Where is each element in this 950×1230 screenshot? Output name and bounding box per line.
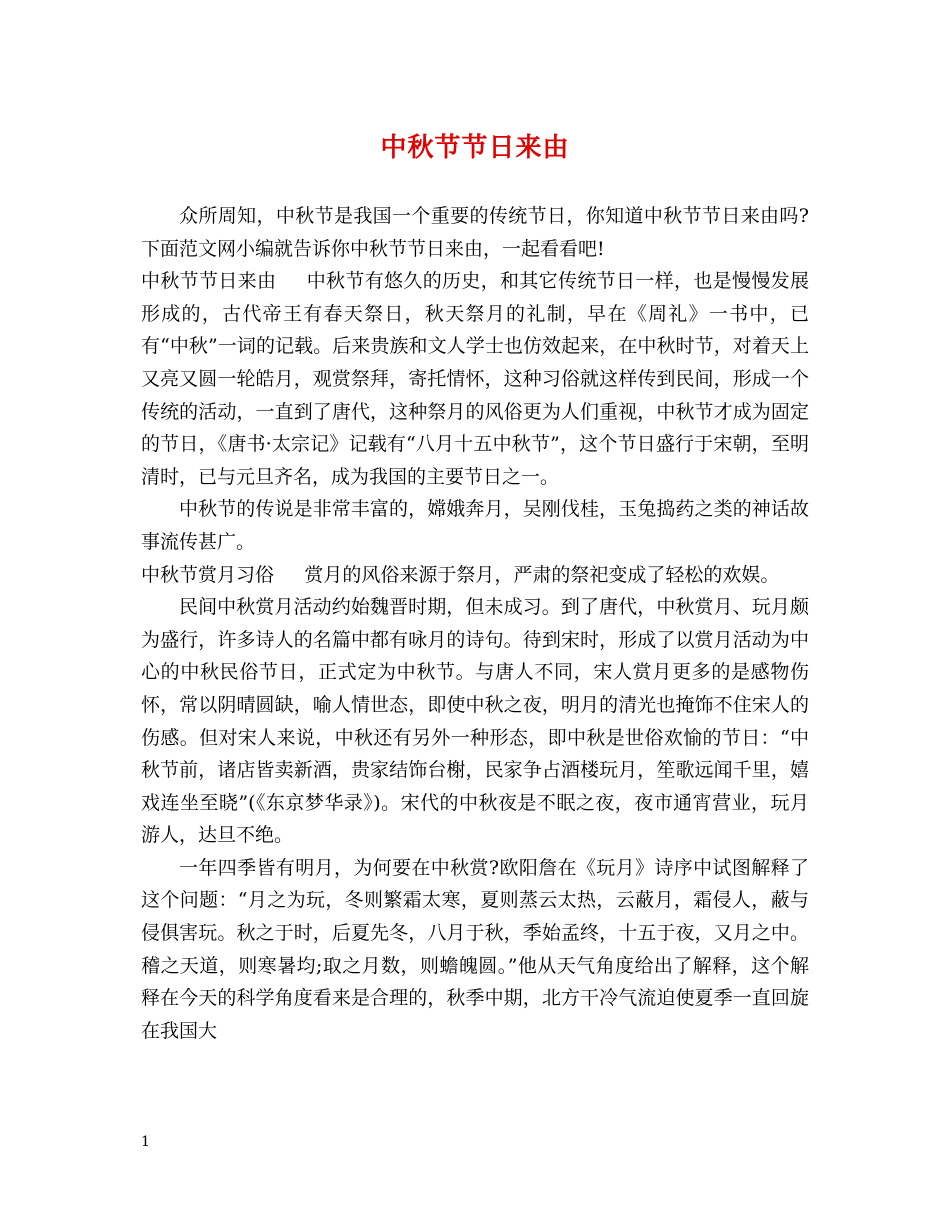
section-heading: 中秋节赏月习俗 [141,563,275,586]
paragraph-text: 赏月的风俗来源于祭月，严肃的祭祀变成了轻松的欢娱。 [304,563,780,586]
page-number: 1 [141,1134,150,1150]
paragraph: 众所周知，中秋节是我国一个重要的传统节日，你知道中秋节节日来由吗?下面范文网小编就告诉你中秋节节日来由，一起看看吧! [141,205,809,260]
paragraph [141,559,809,592]
document-body [141,200,809,1047]
section-heading: 中秋节节日来由 [141,270,277,293]
paragraph-text: 中秋节有悠久的历史，和其它传统节日一样，也是慢慢发展形成的，古代帝王有春天祭日，秋天祭月的礼制，早在《周礼》一书中，已有“中秋”一词的记载。后来贵族和文人学士也仿效起来，在中秋时节，对着天上又亮又圆一轮皓月，观赏祭拜，寄托情怀，这种习俗就这样传到民间，形成一个传统的活动，一直到了唐代，这种祭月的风俗更为人们重视，中秋节才成为固定的节日，《唐书·太宗记》记载有“八月十五中秋节”，这个节日盛行于宋朝，至明清时，已与元旦齐名，成为我国的主要节日之一。 [141,270,809,488]
paragraph [141,265,809,493]
paragraph: 中秋节的传说是非常丰富的，嫦娥奔月，吴刚伐桂，玉兔捣药之类的神话故事流传甚广。 [141,498,809,553]
paragraph: 一年四季皆有明月，为何要在中秋赏?欧阳詹在《玩月》诗序中试图解释了这个问题：“月之为玩，冬则繁霜太寒，夏则蒸云太热，云蔽月，霜侵人，蔽与侵俱害玩。秋之于时，后夏先冬，八月于秋，季始孟终，十五于夜，又月之中。稽之天道，则寒暑均;取之月数，则蟾魄圆。”他从天气角度给出了解释，这个解释在今天的科学角度看来是合理的，秋季中期，北方干冷气流迫使夏季一直回旋在我国大 [141,856,809,1042]
document-title: 中秋节节日来由 [380,133,570,163]
paragraph: 民间中秋赏月活动约始魏晋时期，但未成习。到了唐代，中秋赏月、玩月颇为盛行，许多诗人的名篇中都有咏月的诗句。待到宋时，形成了以赏月活动为中心的中秋民俗节日，正式定为中秋节。与唐人不同，宋人赏月更多的是感物伤怀，常以阴晴圆缺，喻人情世态，即使中秋之夜，明月的清光也掩饰不住宋人的伤感。但对宋人来说，中秋还有另外一种形态，即中秋是世俗欢愉的节日：“中秋节前，诸店皆卖新酒，贵家结饰台榭，民家争占酒楼玩月，笙歌远闻千里，嬉戏连坐至晓”(《东京梦华录》)。宋代的中秋夜是不眠之夜，夜市通宵营业，玩月游人，达旦不绝。 [141,596,809,847]
